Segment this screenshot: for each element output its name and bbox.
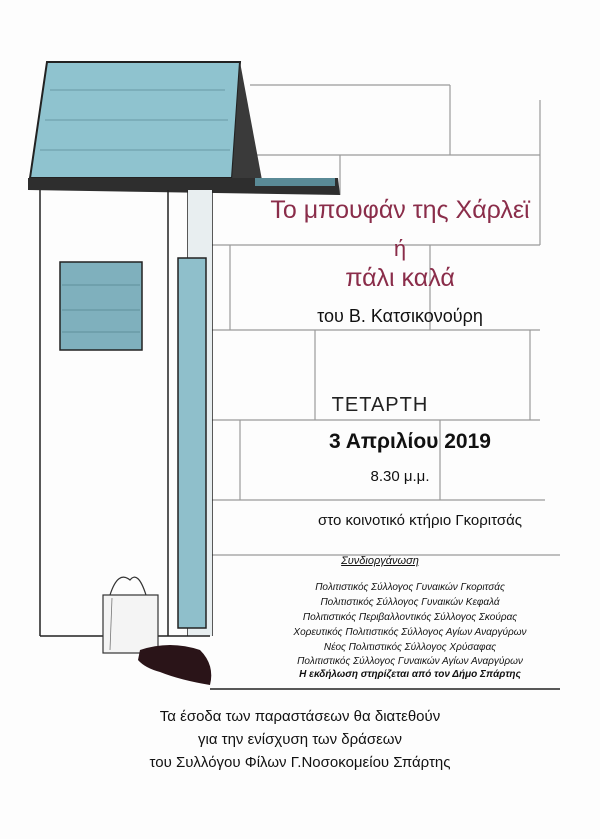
support-note: Η εκδήλωση στηρίζεται από τον Δήμο Σπάρτης <box>299 669 521 680</box>
organizer-item: Πολιτιστικός Σύλλογος Γυναικών Κεφαλά <box>320 597 500 608</box>
play-subtitle: πάλι καλά <box>345 264 455 292</box>
event-date: 3 Απριλίου 2019 <box>329 430 491 453</box>
author: του Β. Κατσικονούρη <box>317 306 483 326</box>
organizers-heading: Συνδιοργάνωση <box>341 555 419 567</box>
organizer-item: Πολιτιστικός Σύλλογος Γυναικών Αγίων Αναργύρων <box>297 656 523 667</box>
event-venue: στο κοινοτικό κτήριο Γκοριτσάς <box>318 512 522 529</box>
event-day: ΤΕΤΑΡΤΗ <box>331 394 429 416</box>
handbag <box>103 577 158 653</box>
roof <box>28 62 340 195</box>
footer-line: Τα έσοδα των παραστάσεων θα διατεθούν <box>159 708 441 725</box>
window <box>60 262 142 350</box>
organizer-item: Νέος Πολιτιστικός Σύλλογος Χρύσαφας <box>323 642 497 653</box>
organizer-item: Πολιτιστικός Σύλλογος Γυναικών Γκοριτσάς <box>315 582 505 593</box>
event-time: 8.30 μ.μ. <box>370 468 430 485</box>
play-title: Το μπουφάν της Χάρλεϊ <box>270 196 530 224</box>
footer-line: για την ενίσχυση των δράσεων <box>197 731 403 748</box>
organizer-item: Πολιτιστικός Περιβαλλοντικός Σύλλογος Σκούρας <box>302 612 518 623</box>
jacket <box>138 645 211 685</box>
footer-line: του Συλλόγου Φίλων Γ.Νοσοκομείου Σπάρτης <box>149 754 451 771</box>
organizer-item: Χορευτικός Πολιτιστικός Σύλλογος Αγίων Αναργύρων <box>293 627 527 638</box>
door <box>178 258 206 628</box>
play-title-conjunction: ή <box>393 236 407 261</box>
